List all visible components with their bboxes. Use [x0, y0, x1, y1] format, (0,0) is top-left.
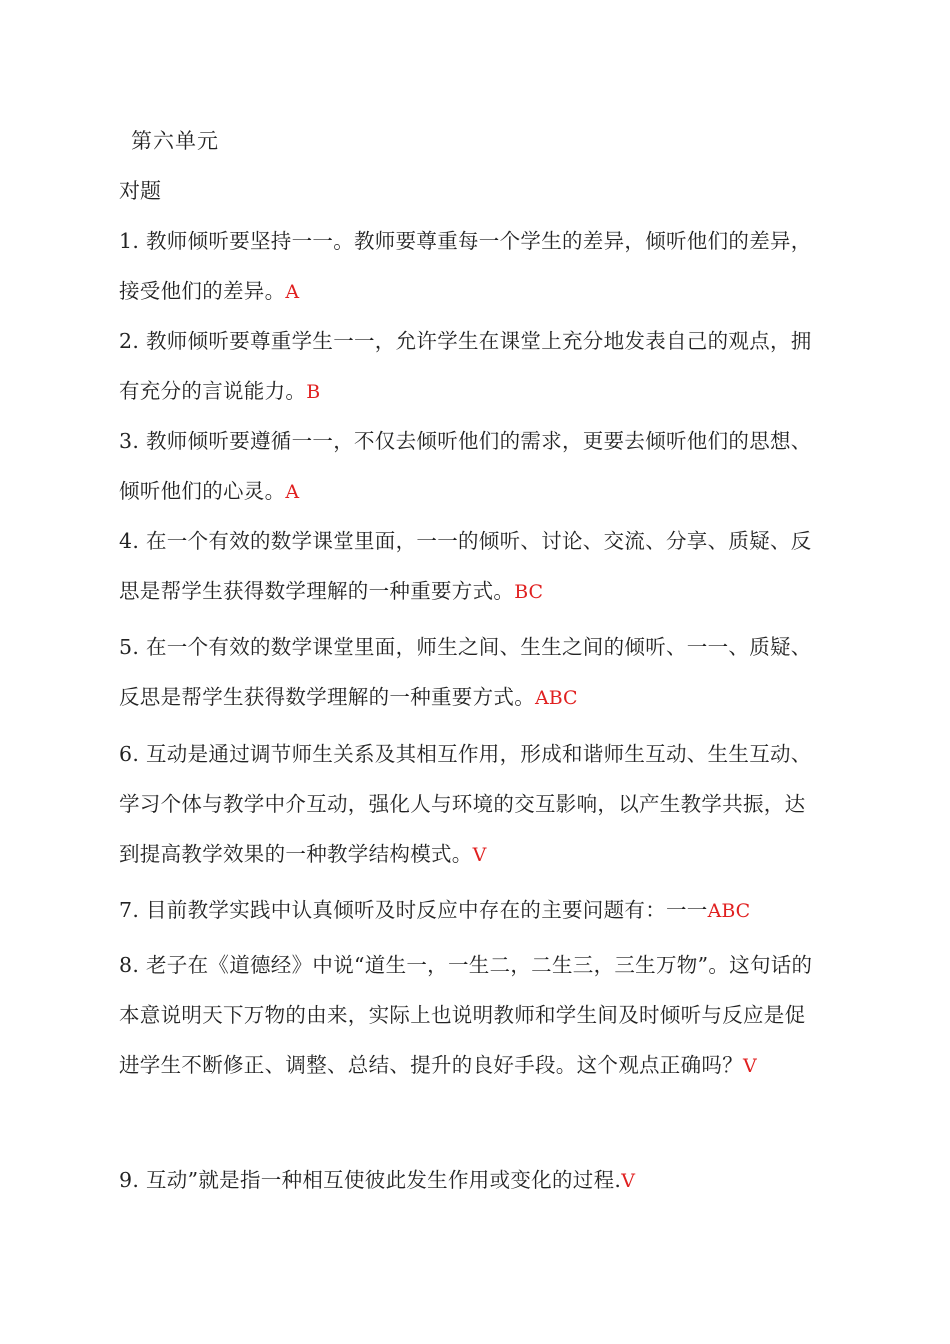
section-title: 对题	[119, 179, 161, 203]
question-item	[119, 416, 824, 517]
question-item	[119, 940, 824, 1091]
question-text: 在一个有效的数学课堂里面，师生之间、生生之间的倾听、一一、质疑、反思是帮学生获得数学理解的一种重要方式。	[119, 635, 812, 709]
question-item	[119, 316, 824, 417]
answer-mark: V	[621, 1170, 635, 1192]
question-text: 教师倾听要坚持一一。教师要尊重每一个学生的差异，倾听他们的差异，接受他们的差异。	[119, 229, 812, 303]
question-number: 5.	[119, 635, 140, 659]
answer-mark: ABC	[535, 687, 578, 709]
question-item	[119, 729, 824, 880]
question-number: 6.	[119, 742, 140, 766]
question-item	[119, 516, 824, 617]
question-number: 2.	[119, 329, 140, 353]
question-number: 3.	[119, 429, 140, 453]
question-text: 互动是通过调节师生关系及其相互作用，形成和谐师生互动、生生互动、学习个体与教学中介互动，强化人与环境的交互影响，以产生教学共振，达到提高教学效果的一种教学结构模式。	[119, 742, 812, 866]
question-item	[119, 885, 824, 936]
question-number: 9.	[119, 1168, 140, 1192]
question-item	[119, 1155, 824, 1206]
question-text: 教师倾听要遵循一一，不仅去倾听他们的需求，更要去倾听他们的思想、倾听他们的心灵。	[119, 429, 812, 503]
answer-mark: BC	[514, 581, 544, 603]
answer-mark: B	[306, 381, 321, 403]
answer-mark: A	[285, 481, 300, 503]
answer-mark: ABC	[707, 900, 751, 922]
question-text: 教师倾听要尊重学生一一，允许学生在课堂上充分地发表自己的观点，拥有充分的言说能力。	[119, 329, 812, 403]
answer-mark: V	[743, 1055, 757, 1077]
question-item	[119, 622, 824, 723]
question-text: 老子在《道德经》中说“道生一，一生二，二生三，三生万物”。这句话的本意说明天下万物的由来，实际上也说明教师和学生间及时倾听与反应是促进学生不断修正、调整、总结、提升的良好手段。这个观点正确吗？	[119, 953, 813, 1077]
question-number: 4.	[119, 529, 140, 553]
answer-mark: V	[472, 844, 487, 866]
question-text: 互动”就是指一种相互使彼此发生作用或变化的过程.	[146, 1168, 622, 1192]
unit-title: 第六单元	[131, 129, 219, 153]
question-number: 7.	[119, 898, 140, 922]
question-text: 在一个有效的数学课堂里面，一一的倾听、讨论、交流、分享、质疑、反思是帮学生获得数学理解的一种重要方式。	[119, 529, 812, 603]
question-number: 1.	[119, 229, 140, 253]
question-number: 8.	[119, 953, 140, 977]
question-text: 目前教学实践中认真倾听及时反应中存在的主要问题有：一一	[146, 898, 708, 922]
answer-mark: A	[285, 281, 300, 303]
question-item	[119, 216, 824, 317]
